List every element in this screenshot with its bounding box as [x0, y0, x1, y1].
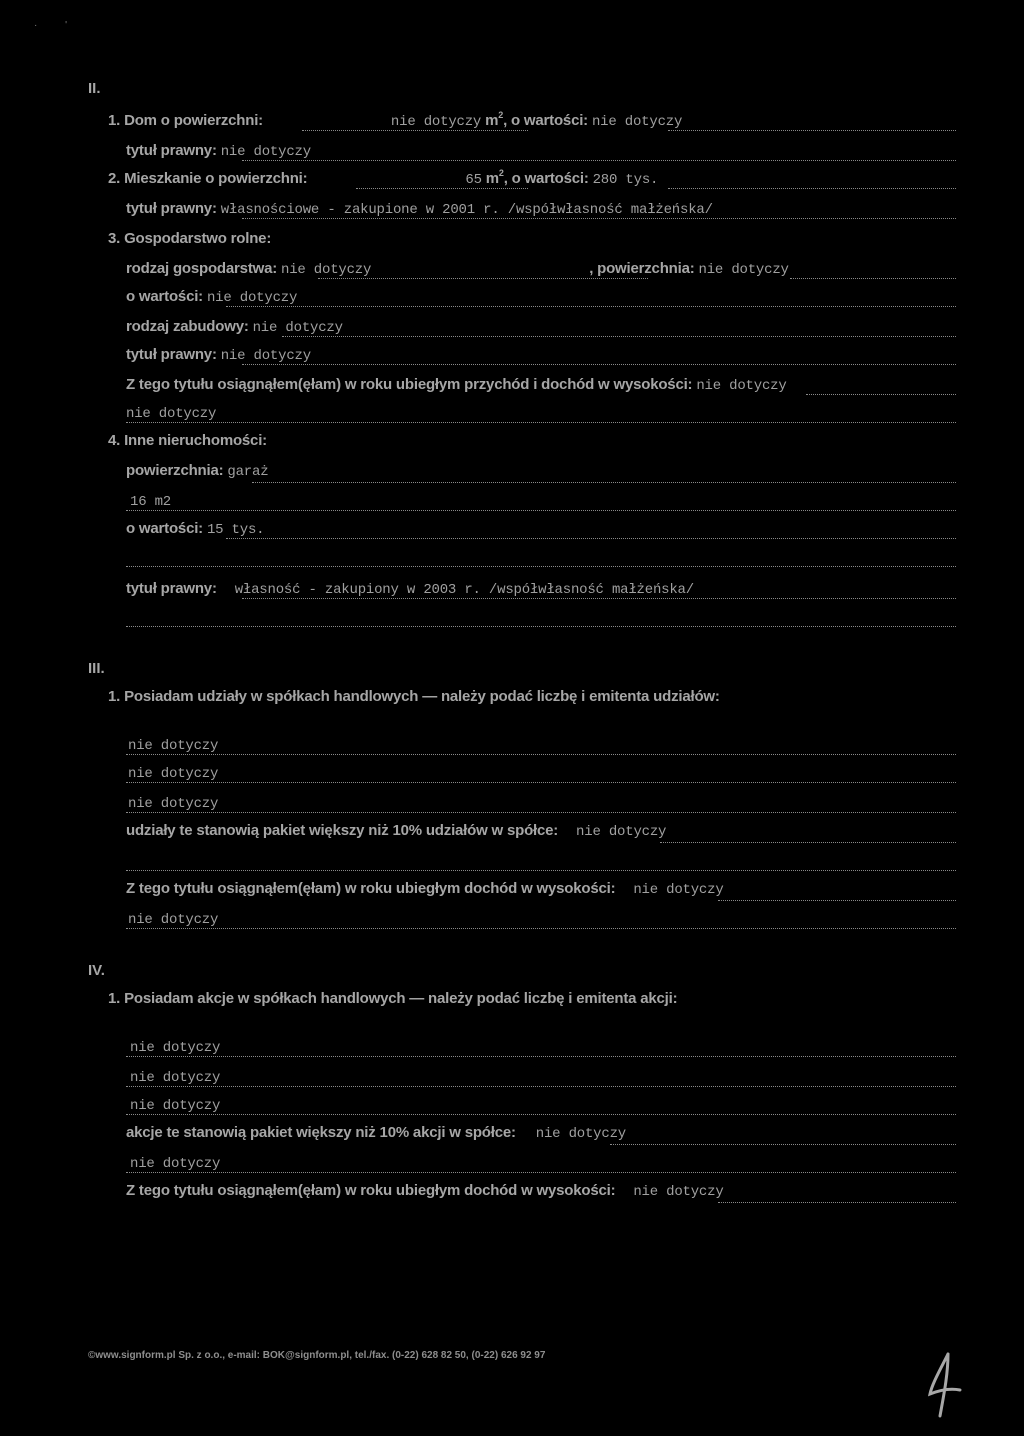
farm-build-label: rodzaj zabudowy:	[126, 318, 249, 335]
house-title-label: tytuł prawny:	[126, 142, 217, 159]
stocks-label: 1. Posiadam akcje w spółkach handlowych — należy podać liczbę i emitenta akcji:	[108, 990, 678, 1007]
house-area-value: nie dotyczy	[390, 114, 482, 130]
dotted-line	[790, 278, 956, 279]
unit-sup: 2	[498, 110, 504, 120]
house-title-value: nie dotyczy	[220, 144, 311, 160]
dotted-line	[718, 900, 956, 901]
dotted-line	[660, 842, 956, 843]
stocks-pct-value: nie dotyczy	[535, 1126, 626, 1142]
dotted-line	[668, 188, 956, 189]
stocks-line-4-value: nie dotyczy	[130, 1156, 221, 1172]
dotted-line	[610, 1144, 956, 1145]
house-value: nie dotyczy	[591, 114, 683, 130]
shares-line-1-value: nie dotyczy	[128, 738, 219, 754]
shares-line-2-value: nie dotyczy	[128, 766, 219, 782]
farm-area-label: , powierzchnia:	[589, 260, 695, 277]
unit-m: m	[485, 170, 499, 187]
farm-income-value-2: nie dotyczy	[126, 406, 217, 422]
dotted-line	[242, 598, 956, 599]
dotted-line	[126, 566, 956, 567]
dotted-line	[126, 928, 956, 929]
stocks-income-row	[126, 1178, 724, 1204]
stocks-row	[108, 986, 677, 1012]
flat-value: 280 tys.	[592, 172, 659, 188]
stocks-pct-row	[126, 1120, 626, 1146]
flat-title-label: tytuł prawny:	[126, 200, 217, 217]
house-value-label: , o wartości:	[503, 112, 588, 129]
shares-income-label: Z tego tytułu osiągnąłem(ęłam) w roku ubiegłym dochód w wysokości:	[126, 880, 616, 897]
other-area-value: garaż	[227, 464, 269, 480]
dotted-line	[126, 812, 956, 813]
stocks-income-value: nie dotyczy	[633, 1184, 724, 1200]
shares-income-row	[126, 876, 724, 902]
dotted-line	[318, 278, 648, 279]
dotted-line	[242, 160, 956, 161]
flat-area-value: 65	[465, 172, 482, 188]
dotted-line	[126, 870, 956, 871]
dotted-line	[126, 1086, 956, 1087]
shares-pct-row	[126, 818, 666, 844]
flat-value-label: , o wartości:	[503, 170, 589, 187]
shares-line-3-value: nie dotyczy	[128, 796, 219, 812]
dotted-line	[126, 1114, 956, 1115]
dotted-line	[242, 364, 956, 365]
dotted-line	[126, 510, 956, 511]
stocks-line-3-value: nie dotyczy	[130, 1098, 221, 1114]
dotted-line	[242, 218, 956, 219]
shares-label: 1. Posiadam udziały w spółkach handlowych — należy podać liczbę i emitenta udziałów:	[108, 688, 720, 705]
farm-income-row	[126, 372, 787, 398]
unit-m: m	[485, 112, 499, 129]
farm-type-value: nie dotyczy	[281, 262, 372, 278]
section-iv-heading: IV.	[88, 962, 105, 979]
dotted-line	[718, 1202, 956, 1203]
dotted-line	[126, 754, 956, 755]
shares-row	[108, 684, 720, 710]
unit-sup: 2	[498, 168, 504, 178]
farm-value-label: o wartości:	[126, 288, 203, 305]
shares-pct-value: nie dotyczy	[576, 824, 667, 840]
shares-income-value-2: nie dotyczy	[128, 912, 219, 928]
farm-title-label: tytuł prawny:	[126, 346, 217, 363]
flat-title-value: własnościowe - zakupione w 2001 r. /współwłasność małżeńska/	[220, 202, 713, 218]
dotted-line	[126, 1056, 956, 1057]
farm-label: 3. Gospodarstwo rolne:	[108, 230, 272, 247]
page-number-handwritten	[918, 1350, 978, 1422]
dotted-line	[806, 394, 956, 395]
farm-income-label: Z tego tytułu osiągnąłem(ęłam) w roku ubiegłym przychód i dochód w wysokości:	[126, 376, 693, 393]
other-area-row	[126, 458, 268, 484]
farm-build-value: nie dotyczy	[252, 320, 343, 336]
dotted-line	[126, 422, 956, 423]
dotted-line	[356, 188, 528, 189]
flat-label: 2. Mieszkanie o powierzchni:	[108, 170, 308, 187]
section-iii-heading: III.	[88, 660, 105, 677]
other-title-label: tytuł prawny:	[126, 580, 217, 597]
dotted-line	[252, 482, 956, 483]
other-heading-row	[108, 428, 267, 454]
scan-specks: · '	[34, 20, 68, 31]
dotted-line	[668, 130, 956, 131]
shares-income-value: nie dotyczy	[633, 882, 724, 898]
farm-area-value: nie dotyczy	[698, 262, 789, 278]
footer-copyright: ©www.signform.pl Sp. z o.o., e-mail: BOK@signform.pl, tel./fax. (0-22) 628 82 50, (0-22) 626 92 97	[88, 1350, 546, 1361]
farm-title-value: nie dotyczy	[220, 348, 311, 364]
dotted-line	[126, 1172, 956, 1173]
other-value-label: o wartości:	[126, 520, 203, 537]
other-value-value: 15 tys.	[206, 522, 265, 538]
other-area-label: powierzchnia:	[126, 462, 224, 479]
dotted-line	[226, 538, 956, 539]
farm-value-value: nie dotyczy	[206, 290, 298, 306]
dotted-line	[126, 782, 956, 783]
house-label: 1. Dom o powierzchni:	[108, 112, 263, 129]
other-area-value-2: 16 m2	[130, 494, 172, 510]
dotted-line	[302, 130, 528, 131]
farm-heading-row	[108, 226, 271, 252]
stocks-pct-label: akcje te stanowią pakiet większy niż 10% akcji w spółce:	[126, 1124, 516, 1141]
other-label: 4. Inne nieruchomości:	[108, 432, 267, 449]
farm-income-value: nie dotyczy	[696, 378, 787, 394]
dotted-line	[126, 626, 956, 627]
farm-type-label: rodzaj gospodarstwa:	[126, 260, 278, 277]
shares-pct-label: udziały te stanowią pakiet większy niż 10% udziałów w spółce:	[126, 822, 559, 839]
stocks-line-1-value: nie dotyczy	[130, 1040, 221, 1056]
other-title-value: własność - zakupiony w 2003 r. /współwłasność małżeńska/	[234, 582, 694, 598]
section-ii-heading: II.	[88, 80, 101, 97]
stocks-line-2-value: nie dotyczy	[130, 1070, 221, 1086]
stocks-income-label: Z tego tytułu osiągnąłem(ęłam) w roku ubiegłym dochód w wysokości:	[126, 1182, 616, 1199]
dotted-line	[282, 336, 956, 337]
dotted-line	[226, 306, 956, 307]
